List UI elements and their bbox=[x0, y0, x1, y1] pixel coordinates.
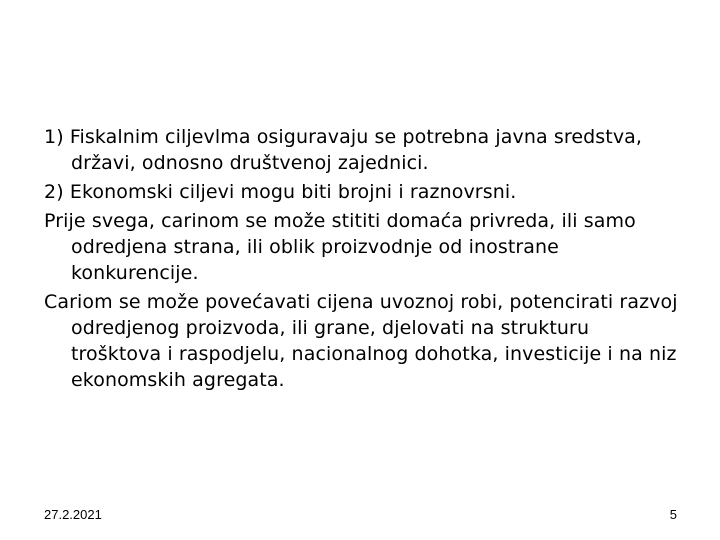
footer-page-number: 5 bbox=[669, 507, 677, 522]
slide-body bbox=[44, 124, 684, 396]
paragraph-protection: Prije svega, carinom se može stititi domaća privreda, ili samo odredjena strana, ili oblik proizvodnje od inostrane konkurencije. bbox=[44, 210, 636, 284]
paragraph-economic-goals: 2) Ekonomski ciljevi mogu biti brojni i raznovrsni. bbox=[44, 181, 517, 203]
footer-date: 27.2.2021 bbox=[44, 507, 102, 522]
paragraph-price-effects: Cariom se može povećavati cijena uvoznoj robi, potencirati razvoj odredjenog proizvoda, ili grane, djelovati na strukturu trošktova i raspodjelu, nacionalnog dohotka, investicije i na niz ekonomskih agregata. bbox=[44, 291, 678, 391]
paragraph-fiscal-goals: 1) Fiskalnim ciljevlma osiguravaju se potrebna javna sredstva, državi, odnosno društvenoj zajednici. bbox=[44, 126, 643, 174]
